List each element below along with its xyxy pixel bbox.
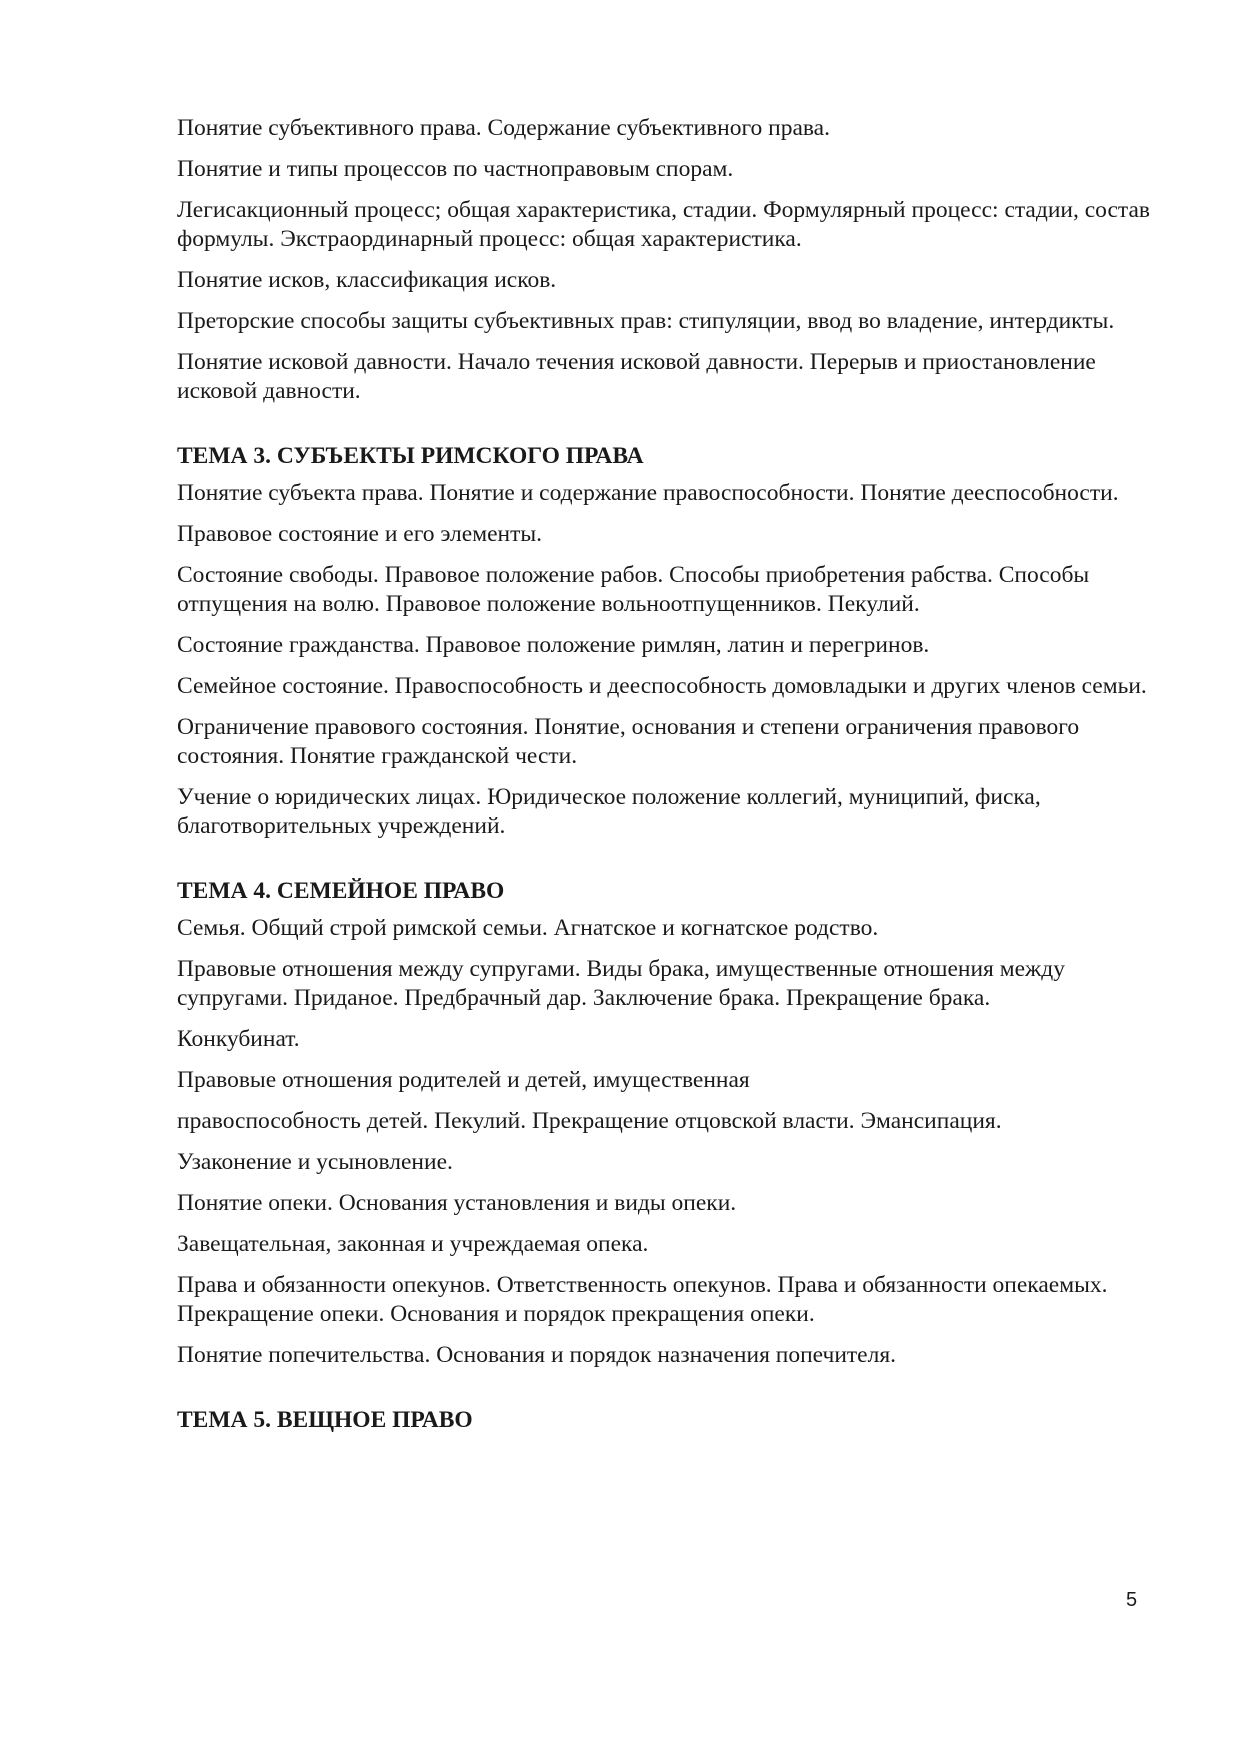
- topic-3-heading: ТЕМА 3. СУБЪЕКТЫ РИМСКОГО ПРАВА: [177, 443, 644, 469]
- paragraph: Права и обязанности опекунов. Ответственность опекунов. Права и обязанности опекаемых. Прекращение опеки. Основания и порядок прекращения опеки.: [177, 1272, 1108, 1327]
- paragraph: Правовые отношения между супругами. Виды брака, имущественные отношения между супругами. Приданое. Предбрачный дар. Заключение брака. Прекращение брака.: [177, 956, 1065, 1011]
- paragraph: Понятие попечительства. Основания и порядок назначения попечителя.: [177, 1342, 897, 1368]
- paragraph: Преторские способы защиты субъективных прав: стипуляции, ввод во владение, интердикты.: [177, 308, 1115, 334]
- topic-4-heading: ТЕМА 4. СЕМЕЙНОЕ ПРАВО: [177, 878, 505, 904]
- topic-5-heading: ТЕМА 5. ВЕЩНОЕ ПРАВО: [177, 1407, 473, 1433]
- paragraph: Легисакционный процесс; общая характеристика, стадии. Формулярный процесс: стадии, состав формулы. Экстраординарный процесс: общая характеристика.: [177, 197, 1151, 252]
- topic-4-section: [177, 877, 1162, 1370]
- paragraph: Понятие исков, классификация исков.: [177, 267, 557, 293]
- paragraph: Понятие и типы процессов по частноправовым спорам.: [177, 156, 734, 182]
- paragraph: Семья. Общий строй римской семьи. Агнатское и когнатское родство.: [177, 915, 879, 941]
- paragraph: Конкубинат.: [177, 1026, 300, 1052]
- paragraph: Правовое состояние и его элементы.: [177, 521, 543, 547]
- paragraph: Понятие субъективного права. Содержание субъективного права.: [177, 115, 830, 141]
- paragraph: Состояние гражданства. Правовое положение римлян, латин и перегринов.: [177, 632, 930, 658]
- paragraph: Узаконение и усыновление.: [177, 1149, 453, 1175]
- paragraph: правоспособность детей. Пекулий. Прекращение отцовской власти. Эмансипация.: [177, 1108, 1002, 1134]
- paragraph: Ограничение правового состояния. Понятие, основания и степени ограничения правового состояния. Понятие гражданской чести.: [177, 714, 1080, 769]
- topic-3-section: [177, 442, 1162, 841]
- paragraph: Понятие исковой давности. Начало течения исковой давности. Перерыв и приостановление исковой давности.: [177, 349, 1096, 404]
- page-content: [177, 114, 1162, 1443]
- paragraph: Понятие опеки. Основания установления и виды опеки.: [177, 1190, 737, 1216]
- intro-section: [177, 114, 1162, 406]
- paragraph: Понятие субъекта права. Понятие и содержание правоспособности. Понятие дееспособности.: [177, 480, 1119, 506]
- paragraph: Семейное состояние. Правоспособность и дееспособность домовладыки и других членов семьи.: [177, 673, 1147, 699]
- paragraph: Состояние свободы. Правовое положение рабов. Способы приобретения рабства. Способы отпущения на волю. Правовое положение вольноотпущенников. Пекулий.: [177, 562, 1090, 617]
- paragraph: Правовые отношения родителей и детей, имущественная: [177, 1067, 750, 1093]
- page-number: 5: [1126, 1589, 1138, 1611]
- paragraph: Учение о юридических лицах. Юридическое положение коллегий, муниципий, фиска, благотворительных учреждений.: [177, 784, 1041, 839]
- paragraph: Завещательная, законная и учреждаемая опека.: [177, 1231, 649, 1257]
- topic-5-section: [177, 1406, 1162, 1435]
